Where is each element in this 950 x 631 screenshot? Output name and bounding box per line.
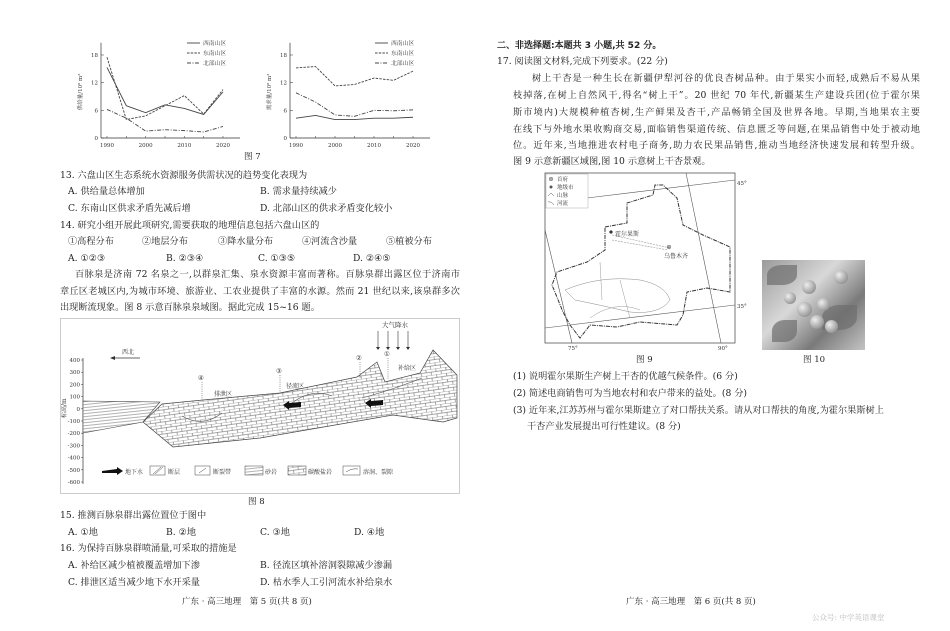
q13-option-d[interactable]: D. 北部山区的供求矛盾变化较小: [260, 203, 393, 214]
y-axis-label: 供给量/10⁸ m³: [78, 73, 84, 111]
y-tick-label: -600: [67, 480, 80, 486]
recharge-zone-label: 补给区: [398, 365, 417, 372]
fig9-caption: 图 9: [636, 355, 653, 365]
svg-text:地下水: 地下水: [125, 469, 144, 476]
horgos-label: 霍尔果斯: [615, 231, 640, 238]
y-tick-label: 18: [91, 53, 98, 59]
urumqi-label: 乌鲁木齐: [664, 253, 689, 260]
y-axis-label: 需求量/10⁸ m³: [267, 73, 273, 111]
q14-item-1: ①高程分布: [68, 236, 114, 247]
y-tick-label: 400: [69, 358, 80, 364]
y-tick-label: 12: [280, 80, 287, 87]
q17-sub-3: (3) 近年来,江苏苏州与霍尔果斯建立了对口帮扶关系。请从对口帮扶的角度,为霍尔果斯树上: [513, 405, 884, 416]
q14-option-b[interactable]: B. ②③④: [166, 253, 204, 264]
passage-line: 位。近年来,当地推进农村电子商务,助力农民果品销售,推动当地经济快速发展和转型升级。: [513, 140, 920, 151]
lat-45-label: 45°: [737, 181, 747, 187]
q17-stem: 17. 阅读图文材料,完成下列要求。(22 分): [497, 56, 668, 67]
fig8-frame: [60, 318, 460, 494]
fig8-caption: 图 8: [248, 497, 265, 507]
x-tick-label: 1990: [289, 143, 303, 149]
legend-label: 西南山区: [203, 41, 227, 47]
marker-2: ②: [356, 354, 362, 362]
q14-stem: 14. 研究小组开展此项研究,需要获取的地理信息包括六盘山区的: [60, 220, 320, 231]
q14-option-a[interactable]: A. ①②③: [68, 253, 106, 264]
q17-sub-3-cont: 干杏产业发展提出可行性建议。(8 分): [527, 421, 681, 432]
x-tick-label: 2000: [138, 143, 153, 149]
x-tick-label: 2010: [177, 143, 192, 149]
y-tick-label: 0: [283, 136, 287, 142]
legend-label: 东南山区: [203, 51, 227, 57]
y-tick-label: -400: [67, 455, 80, 462]
q13-stem: 13. 六盘山区生态系统水资源服务供需状况的趋势变化表现为: [60, 170, 308, 181]
y-tick-label: 0: [76, 406, 80, 413]
legend-label: 东南山区: [391, 51, 415, 57]
apricot-photo: [762, 260, 865, 350]
section-title: 二、非选择题:本题共 3 小题,共 52 分。: [497, 41, 662, 51]
passage-line: 在线下与外地水果收购商交易,面临销售渠道传统、信息匮乏等问题,在果品销售中处于被动地: [513, 124, 920, 135]
passage-line: 树上干杏是一种生长在新疆伊犁河谷的优良杏树品种。由于果实小而轻,成熟后不易从果: [532, 73, 920, 84]
q16-option-b[interactable]: B. 径流区填补溶洞裂隙减少渗漏: [260, 560, 393, 571]
q16-option-a[interactable]: A. 补给区减少植被覆盖增加下渗: [68, 560, 200, 571]
passage-line: 图 9 示意新疆区域图,图 10 示意树上干杏景观。: [513, 156, 711, 167]
y-tick-label: 300: [69, 370, 80, 377]
svg-text:首府: 首府: [557, 177, 569, 183]
y-tick-label: -100: [67, 419, 80, 425]
svg-text:断裂带: 断裂带: [213, 469, 232, 476]
lon-90-label: 90°: [718, 346, 728, 352]
lon-75-label: 75°: [568, 346, 578, 352]
marker-3: ③: [276, 367, 282, 375]
runoff-zone-label: 径流区: [286, 383, 305, 390]
passage-line: 枝掉落,在树上自然风干,得名“树上干”。20 世纪 70 年代,新疆某生产建设兵团(位于霍尔果: [513, 90, 920, 101]
fig10-caption: 图 10: [803, 355, 826, 365]
lat-35-label: 35°: [737, 304, 747, 310]
q14-item-3: ③降水量分布: [218, 236, 274, 247]
y-tick-label: 6: [94, 108, 98, 115]
y-tick-label: 200: [69, 382, 80, 389]
y-axis-label: 标高/m: [61, 398, 68, 418]
x-tick-label: 1990: [100, 143, 114, 149]
series-line-dashed: [296, 67, 413, 86]
svg-text:溶洞、裂隙: 溶洞、裂隙: [363, 469, 394, 476]
right-page-footer: 广东 · 高三地理 第 6 页(共 8 页): [626, 597, 756, 607]
series-line-dashdot: [296, 93, 413, 117]
passage-line: 出现断流现象。图 8 示意百脉泉泉域图。据此完成 15~16 题。: [60, 302, 320, 313]
q15-option-b[interactable]: B. ②地: [166, 527, 197, 538]
fig7-caption: 图 7: [244, 152, 261, 162]
q17-sub-1: (1) 说明霍尔果斯生产树上干杏的优越气候条件。(6 分): [513, 371, 738, 382]
q14-option-d[interactable]: D. ②④⑤: [353, 253, 391, 264]
q15-option-c[interactable]: C. ③地: [260, 527, 290, 538]
city-icon: [550, 186, 553, 189]
passage-line: 章丘区老城区内,为城市环境、旅游业、工农业提供了丰富的水源。然而 21 世纪以来,该泉群多次: [60, 286, 460, 297]
x-tick-label: 2010: [367, 143, 381, 149]
y-tick-label: -200: [67, 431, 80, 438]
y-tick-label: 6: [283, 108, 287, 115]
svg-text:地级市: 地级市: [557, 185, 574, 191]
q15-option-d[interactable]: D. ④地: [354, 527, 385, 538]
svg-text:河流: 河流: [557, 201, 569, 207]
q16-stem: 16. 为保持百脉泉群喷涌量,可采取的措施是: [60, 543, 237, 554]
svg-text:山脉: 山脉: [557, 193, 569, 199]
legend-label: 北部山区: [391, 61, 415, 67]
watermark: 公众号: 中学英语课堂: [812, 613, 885, 622]
svg-text:碳酸盐岩: 碳酸盐岩: [308, 469, 333, 476]
fig9-xinjiang-map: [545, 173, 747, 352]
svg-text:断层: 断层: [168, 469, 181, 476]
y-tick-label: 0: [94, 136, 98, 142]
svg-text:砂岩: 砂岩: [265, 469, 278, 476]
q15-option-a[interactable]: A. ①地: [68, 527, 98, 538]
q17-sub-2: (2) 简述电商销售可为当地农村和农户带来的益处。(8 分): [513, 388, 747, 399]
q14-item-2: ②地层分布: [142, 236, 188, 247]
y-tick-label: 100: [69, 394, 80, 401]
passage-line: 斯市境内)大规模种植杏树,生产鲜果及杏干,产品畅销全国及世界各地。早期,当地果农主要: [513, 107, 920, 118]
q14-item-4: ④河流含沙量: [302, 236, 358, 247]
q14-item-5: ⑤植被分布: [386, 236, 432, 247]
q13-option-c[interactable]: C. 东南山区供求矛盾先减后增: [68, 203, 191, 214]
legend-label: 北部山区: [203, 61, 227, 67]
x-tick-label: 2000: [328, 143, 342, 149]
y-tick-label: 12: [91, 80, 98, 87]
q14-option-c[interactable]: C. ①③⑤: [258, 253, 296, 264]
legend-label: 西南山区: [391, 41, 415, 47]
q15-stem: 15. 推测百脉泉群出露位置位于图中: [60, 510, 207, 521]
q13-option-b[interactable]: B. 需求量持续减少: [260, 186, 337, 197]
q16-option-d[interactable]: D. 枯水季人工引河流水补给泉水: [260, 577, 393, 588]
x-tick-label: 2020: [406, 143, 420, 149]
y-tick-label: 18: [280, 53, 287, 59]
direction-label: 西北: [122, 349, 135, 356]
discharge-zone-label: 排泄区: [214, 391, 233, 398]
left-page-footer: 广东 · 高三地理 第 5 页(共 8 页): [182, 597, 312, 607]
marker-1: ①: [384, 350, 390, 358]
y-tick-label: -300: [67, 443, 80, 450]
q16-option-c[interactable]: C. 排泄区适当减少地下水开采量: [68, 577, 200, 588]
precip-label: 大气降水: [382, 321, 408, 329]
marker-4: ④: [198, 374, 204, 382]
x-tick-label: 2020: [216, 143, 230, 149]
y-tick-label: -500: [67, 467, 80, 474]
horgos-dot: [609, 230, 612, 233]
passage-line: 百脉泉是济南 72 名泉之一,以群泉汇集、泉水资源丰富而著称。百脉泉群出露区位于济南市: [75, 269, 460, 280]
q13-option-a[interactable]: A. 供给量总体增加: [68, 186, 145, 197]
